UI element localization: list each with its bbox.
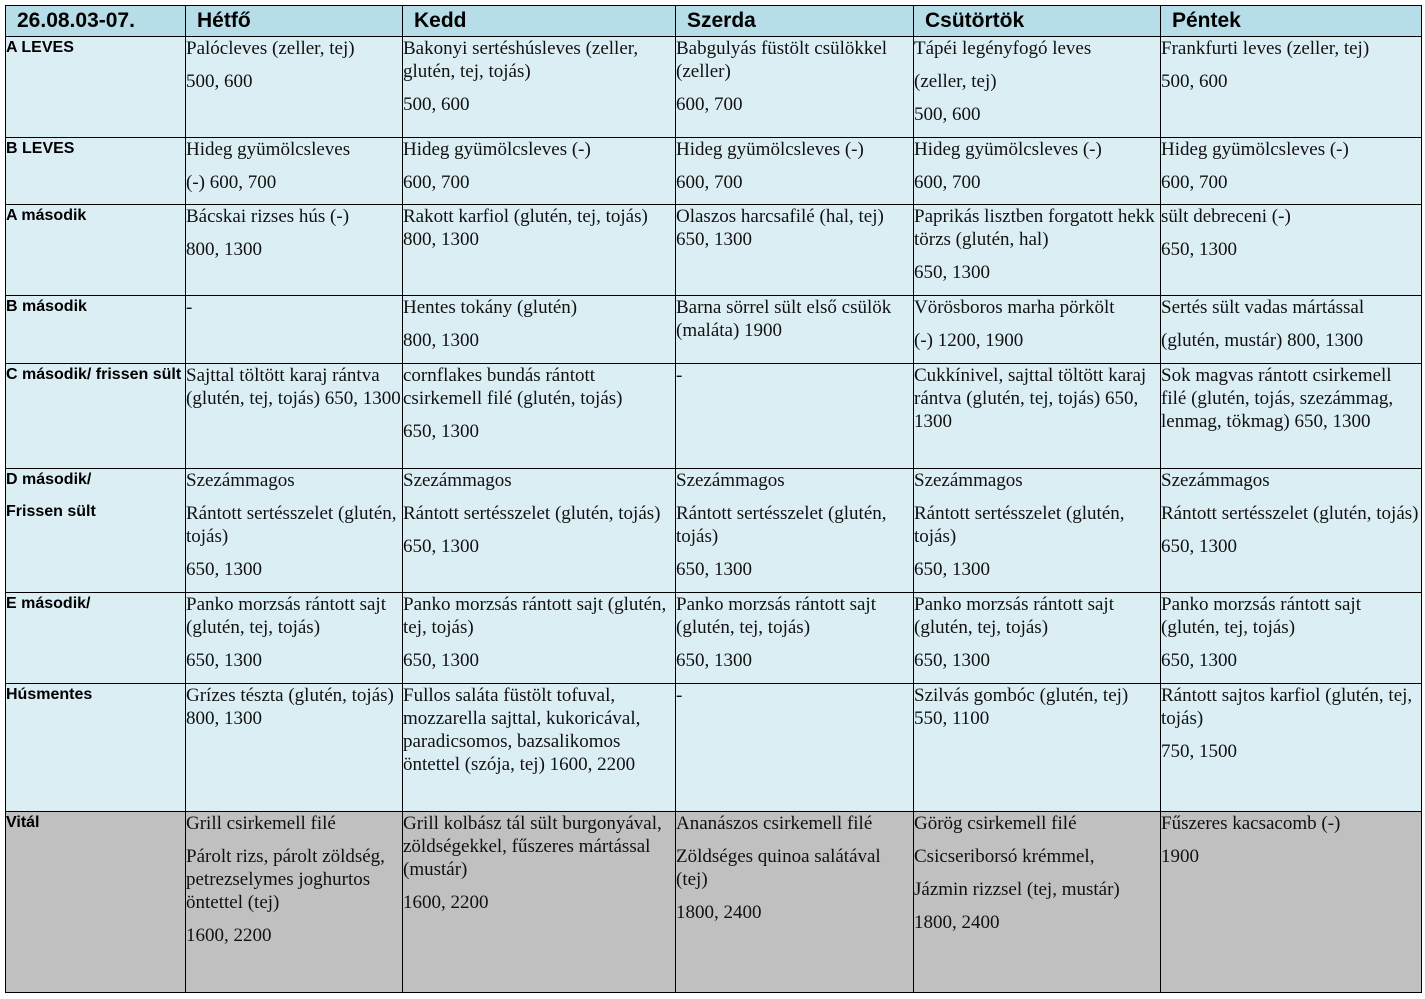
row-label — [6, 37, 186, 138]
dish-text: Olaszos harcsafilé (hal, tej) 650, 1300 — [676, 206, 884, 250]
menu-cell-wednesday — [676, 684, 914, 812]
dish-text: 650, 1300 — [403, 421, 479, 442]
menu-cell-thursday — [914, 593, 1161, 684]
dish-text: 600, 700 — [676, 172, 743, 193]
dish-text: Babgulyás füstölt csülökkel (zeller) — [676, 38, 888, 82]
dish-text: Szezámmagos — [676, 470, 785, 491]
dish-text: Bakonyi sertéshúsleves (zeller, glutén, tej, tojás) — [403, 38, 639, 82]
menu-cell-friday — [1161, 138, 1422, 205]
dish-text: Panko morzsás rántott sajt (glutén, tej, tojás) — [676, 594, 876, 638]
dish-text: Szilvás gombóc (glutén, tej) 550, 1100 — [914, 685, 1129, 729]
menu-cell-monday — [186, 812, 403, 993]
dish-text: Zöldséges quinoa salátával (tej) — [676, 846, 881, 890]
dish-text: Fullos saláta füstölt tofuval, mozzarella sajttal, kukoricával, paradicsomos, bazsalikomos öntettel (szója, tej) 1600, 2200 — [403, 685, 641, 775]
dish-text: Szezámmagos — [186, 470, 295, 491]
dish-text: Barna sörrel sült első csülök (maláta) 1900 — [676, 297, 892, 341]
menu-cell-wednesday — [676, 812, 914, 993]
menu-row — [6, 296, 1422, 364]
dish-text: Sertés sült vadas mártással — [1161, 297, 1365, 318]
day-header-monday: Hétfő — [186, 6, 403, 37]
dish-text: 800, 1300 — [186, 239, 262, 260]
menu-cell-tuesday — [403, 684, 676, 812]
dish-text: 1800, 2400 — [914, 912, 1000, 933]
dish-text: Hideg gyümölcsleves (-) — [403, 139, 591, 160]
dish-text: Bácskai rizses hús (-) — [186, 206, 350, 227]
menu-cell-wednesday — [676, 364, 914, 469]
dish-text: 600, 700 — [403, 172, 470, 193]
menu-row — [6, 37, 1422, 138]
dish-text: Vörösboros marha pörkölt — [914, 297, 1115, 318]
header-row — [6, 6, 1422, 37]
row-label-text: B második — [6, 298, 87, 315]
row-label-text: D második/ — [6, 471, 92, 488]
menu-cell-thursday — [914, 296, 1161, 364]
day-header-friday: Péntek — [1161, 6, 1422, 37]
dish-text: 1600, 2200 — [403, 892, 489, 913]
dish-text: Panko morzsás rántott sajt (glutén, tej, tojás) — [403, 594, 667, 638]
menu-row — [6, 593, 1422, 684]
menu-cell-wednesday — [676, 469, 914, 593]
dish-text: Hideg gyümölcsleves (-) — [676, 139, 864, 160]
day-header-thursday: Csütörtök — [914, 6, 1161, 37]
row-label — [6, 296, 186, 364]
menu-cell-tuesday — [403, 469, 676, 593]
dish-text: 500, 600 — [186, 71, 253, 92]
menu-cell-friday — [1161, 593, 1422, 684]
dish-text: 650, 1300 — [1161, 536, 1237, 557]
dish-text: Grízes tészta (glutén, tojás) 800, 1300 — [186, 685, 394, 729]
menu-cell-tuesday — [403, 296, 676, 364]
dish-text: 650, 1300 — [403, 536, 479, 557]
menu-cell-tuesday — [403, 205, 676, 296]
dish-text: 650, 1300 — [914, 262, 990, 283]
menu-row — [6, 812, 1422, 993]
menu-row — [6, 205, 1422, 296]
dish-text: Jázmin rizzsel (tej, mustár) — [914, 879, 1120, 900]
menu-row — [6, 138, 1422, 205]
dish-text: - — [676, 685, 683, 706]
dish-text: 1900 — [1161, 846, 1199, 867]
dish-text: Rántott sajtos karfiol (glutén, tej, tojás) — [1161, 685, 1413, 729]
menu-cell-friday — [1161, 205, 1422, 296]
menu-cell-thursday — [914, 812, 1161, 993]
menu-cell-thursday — [914, 684, 1161, 812]
dish-text: (zeller, tej) — [914, 71, 997, 92]
dish-text: (-) 1200, 1900 — [914, 330, 1024, 351]
row-label-text: Frissen sült — [6, 503, 96, 520]
menu-cell-thursday — [914, 469, 1161, 593]
menu-cell-monday — [186, 37, 403, 138]
menu-row — [6, 684, 1422, 812]
menu-cell-friday — [1161, 37, 1422, 138]
menu-cell-thursday — [914, 37, 1161, 138]
dish-text: 650, 1300 — [914, 650, 990, 671]
dish-text: 650, 1300 — [186, 559, 262, 580]
dish-text: 650, 1300 — [1161, 239, 1237, 260]
row-label-text: Húsmentes — [6, 686, 93, 703]
dish-text: sült debreceni (-) — [1161, 206, 1291, 227]
dish-text: Rakott karfiol (glutén, tej, tojás) 800, 1300 — [403, 206, 648, 250]
row-label — [6, 364, 186, 469]
menu-cell-friday — [1161, 469, 1422, 593]
menu-cell-monday — [186, 364, 403, 469]
dish-text: Ananászos csirkemell filé — [676, 813, 873, 834]
dish-text: 1800, 2400 — [676, 902, 762, 923]
row-label — [6, 812, 186, 993]
menu-cell-friday — [1161, 296, 1422, 364]
menu-cell-wednesday — [676, 37, 914, 138]
menu-cell-tuesday — [403, 593, 676, 684]
dish-text: Rántott sertésszelet (glutén, tojás) — [1161, 503, 1419, 524]
dish-text: - — [186, 297, 193, 318]
dish-text: 650, 1300 — [186, 650, 262, 671]
dish-text: Hentes tokány (glutén) — [403, 297, 578, 318]
day-header-wednesday: Szerda — [676, 6, 914, 37]
menu-cell-wednesday — [676, 205, 914, 296]
menu-cell-wednesday — [676, 296, 914, 364]
dish-text: Panko morzsás rántott sajt (glutén, tej, tojás) — [186, 594, 386, 638]
dish-text: Fűszeres kacsacomb (-) — [1161, 813, 1341, 834]
row-label — [6, 684, 186, 812]
date-range-header: 26.08.03-07. — [6, 6, 186, 37]
menu-cell-wednesday — [676, 138, 914, 205]
menu-cell-monday — [186, 593, 403, 684]
row-label — [6, 138, 186, 205]
dish-text: 800, 1300 — [403, 330, 479, 351]
dish-text: Párolt rizs, párolt zöldség, petrezselymes joghurtos öntettel (tej) — [186, 846, 385, 913]
dish-text: 650, 1300 — [676, 559, 752, 580]
menu-cell-tuesday — [403, 812, 676, 993]
dish-text: 500, 600 — [403, 94, 470, 115]
dish-text: Szezámmagos — [1161, 470, 1270, 491]
menu-row — [6, 469, 1422, 593]
menu-cell-monday — [186, 205, 403, 296]
dish-text: Rántott sertésszelet (glutén, tojás) — [914, 503, 1125, 547]
dish-text: 650, 1300 — [914, 559, 990, 580]
menu-cell-thursday — [914, 205, 1161, 296]
menu-cell-friday — [1161, 364, 1422, 469]
dish-text: Cukkínivel, sajttal töltött karaj rántva (glutén, tej, tojás) 650, 1300 — [914, 365, 1147, 432]
row-label-text: Vitál — [6, 814, 40, 831]
dish-text: Csicseriborsó krémmel, — [914, 846, 1095, 867]
dish-text: Rántott sertésszelet (glutén, tojás) — [186, 503, 397, 547]
row-label-text: A második — [6, 207, 87, 224]
menu-cell-tuesday — [403, 364, 676, 469]
dish-text: 1600, 2200 — [186, 925, 272, 946]
dish-text: Hideg gyümölcsleves — [186, 139, 351, 160]
menu-cell-monday — [186, 296, 403, 364]
dish-text: Palócleves (zeller, tej) — [186, 38, 355, 59]
dish-text: Görög csirkemell filé — [914, 813, 1077, 834]
menu-cell-friday — [1161, 812, 1422, 993]
dish-text: (-) 600, 700 — [186, 172, 277, 193]
row-label — [6, 469, 186, 593]
dish-text: Paprikás lisztben forgatott hekk törzs (glutén, hal) — [914, 206, 1155, 250]
dish-text: 500, 600 — [914, 104, 981, 125]
dish-text: Grill csirkemell filé — [186, 813, 336, 834]
dish-text: Panko morzsás rántott sajt (glutén, tej, tojás) — [1161, 594, 1361, 638]
dish-text: 650, 1300 — [1161, 650, 1237, 671]
dish-text: Frankfurti leves (zeller, tej) — [1161, 38, 1370, 59]
weekly-menu-table — [5, 5, 1422, 993]
dish-text: (glutén, mustár) 800, 1300 — [1161, 330, 1364, 351]
menu-cell-thursday — [914, 138, 1161, 205]
dish-text: Szezámmagos — [403, 470, 512, 491]
menu-cell-monday — [186, 138, 403, 205]
dish-text: 600, 700 — [676, 94, 743, 115]
dish-text: Szezámmagos — [914, 470, 1023, 491]
dish-text: 650, 1300 — [403, 650, 479, 671]
row-label — [6, 593, 186, 684]
row-label — [6, 205, 186, 296]
menu-cell-thursday — [914, 364, 1161, 469]
dish-text: Tápéi legényfogó leves — [914, 38, 1092, 59]
dish-text: 600, 700 — [1161, 172, 1228, 193]
dish-text: 750, 1500 — [1161, 741, 1237, 762]
menu-cell-tuesday — [403, 138, 676, 205]
dish-text: 500, 600 — [1161, 71, 1228, 92]
menu-cell-monday — [186, 684, 403, 812]
dish-text: Sajttal töltött karaj rántva (glutén, tej, tojás) 650, 1300 — [186, 365, 401, 409]
row-label-text: C második/ frissen sült — [6, 366, 182, 383]
dish-text: Rántott sertésszelet (glutén, tojás) — [403, 503, 661, 524]
dish-text: - — [676, 365, 683, 386]
dish-text: Panko morzsás rántott sajt (glutén, tej, tojás) — [914, 594, 1114, 638]
dish-text: Hideg gyümölcsleves (-) — [914, 139, 1102, 160]
dish-text: Sok magvas rántott csirkemell filé (glutén, tojás, szezámmag, lenmag, tökmag) 650, 1300 — [1161, 365, 1394, 432]
dish-text: Grill kolbász tál sült burgonyával, zöldségekkel, fűszeres mártással (mustár) — [403, 813, 662, 880]
menu-cell-monday — [186, 469, 403, 593]
dish-text: Hideg gyümölcsleves (-) — [1161, 139, 1349, 160]
row-label-text: E második/ — [6, 595, 91, 612]
menu-row — [6, 364, 1422, 469]
day-header-tuesday: Kedd — [403, 6, 676, 37]
dish-text: 600, 700 — [914, 172, 981, 193]
dish-text: Rántott sertésszelet (glutén, tojás) — [676, 503, 887, 547]
menu-cell-tuesday — [403, 37, 676, 138]
menu-cell-wednesday — [676, 593, 914, 684]
dish-text: cornflakes bundás rántott csirkemell filé (glutén, tojás) — [403, 365, 623, 409]
dish-text: 650, 1300 — [676, 650, 752, 671]
menu-cell-friday — [1161, 684, 1422, 812]
row-label-text: B LEVES — [6, 140, 75, 157]
row-label-text: A LEVES — [6, 39, 74, 56]
